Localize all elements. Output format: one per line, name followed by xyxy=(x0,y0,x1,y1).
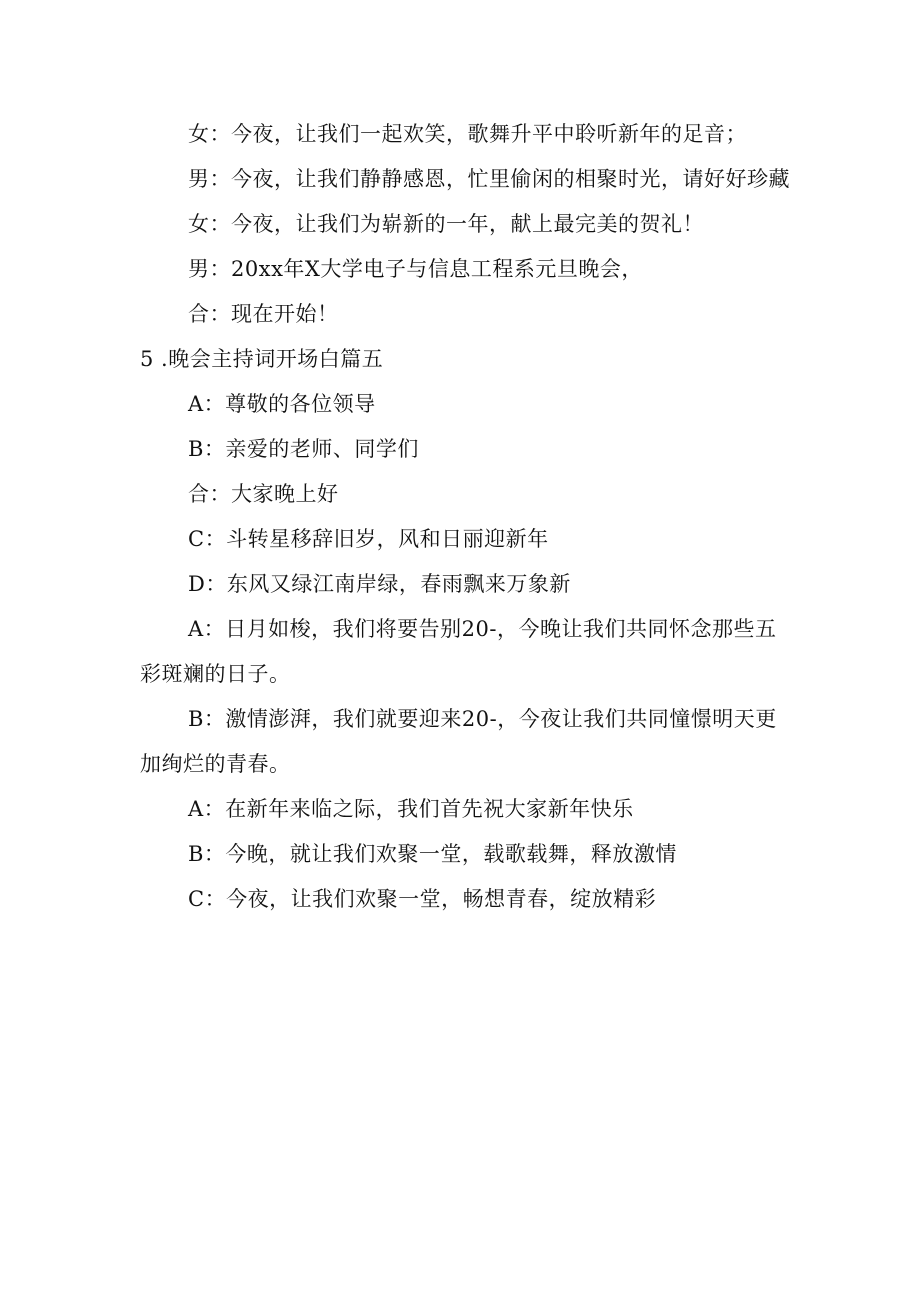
script-paragraph: A：日月如梭，我们将要告别20-，今晚让我们共同怀念那些五彩斑斓的日子。 xyxy=(140,617,777,686)
script-paragraph: B：激情澎湃，我们就要迎来20-，今夜让我们共同憧憬明天更加绚烂的青春。 xyxy=(140,707,777,776)
section-heading: 5 .晚会主持词开场白篇五 xyxy=(140,347,384,371)
script-line: A：尊敬的各位领导 xyxy=(188,392,376,416)
script-line: 男：20xx年X大学电子与信息工程系元旦晚会， xyxy=(188,257,643,281)
script-line: B：今晚，就让我们欢聚一堂，载歌载舞，释放激情 xyxy=(188,842,677,866)
script-line: C：斗转星移辞旧岁，风和日丽迎新年 xyxy=(188,527,549,551)
script-line: A：在新年来临之际，我们首先祝大家新年快乐 xyxy=(188,797,634,821)
script-line: 女：今夜，让我们为崭新的一年，献上最完美的贺礼！ xyxy=(188,212,704,236)
script-line: 合：现在开始！ xyxy=(188,302,339,326)
document-body xyxy=(140,112,790,922)
script-line: 女：今夜，让我们一起欢笑，歌舞升平中聆听新年的足音； xyxy=(188,122,747,146)
script-line: C：今夜，让我们欢聚一堂，畅想青春，绽放精彩 xyxy=(188,887,657,911)
script-line: D：东风又绿江南岸绿，春雨飘来万象新 xyxy=(188,572,571,596)
script-line: 合：大家晚上好 xyxy=(188,482,339,506)
script-line: 男：今夜，让我们静静感恩，忙里偷闲的相聚时光，请好好珍藏 xyxy=(188,167,790,191)
script-line: B：亲爱的老师、同学们 xyxy=(188,437,419,461)
